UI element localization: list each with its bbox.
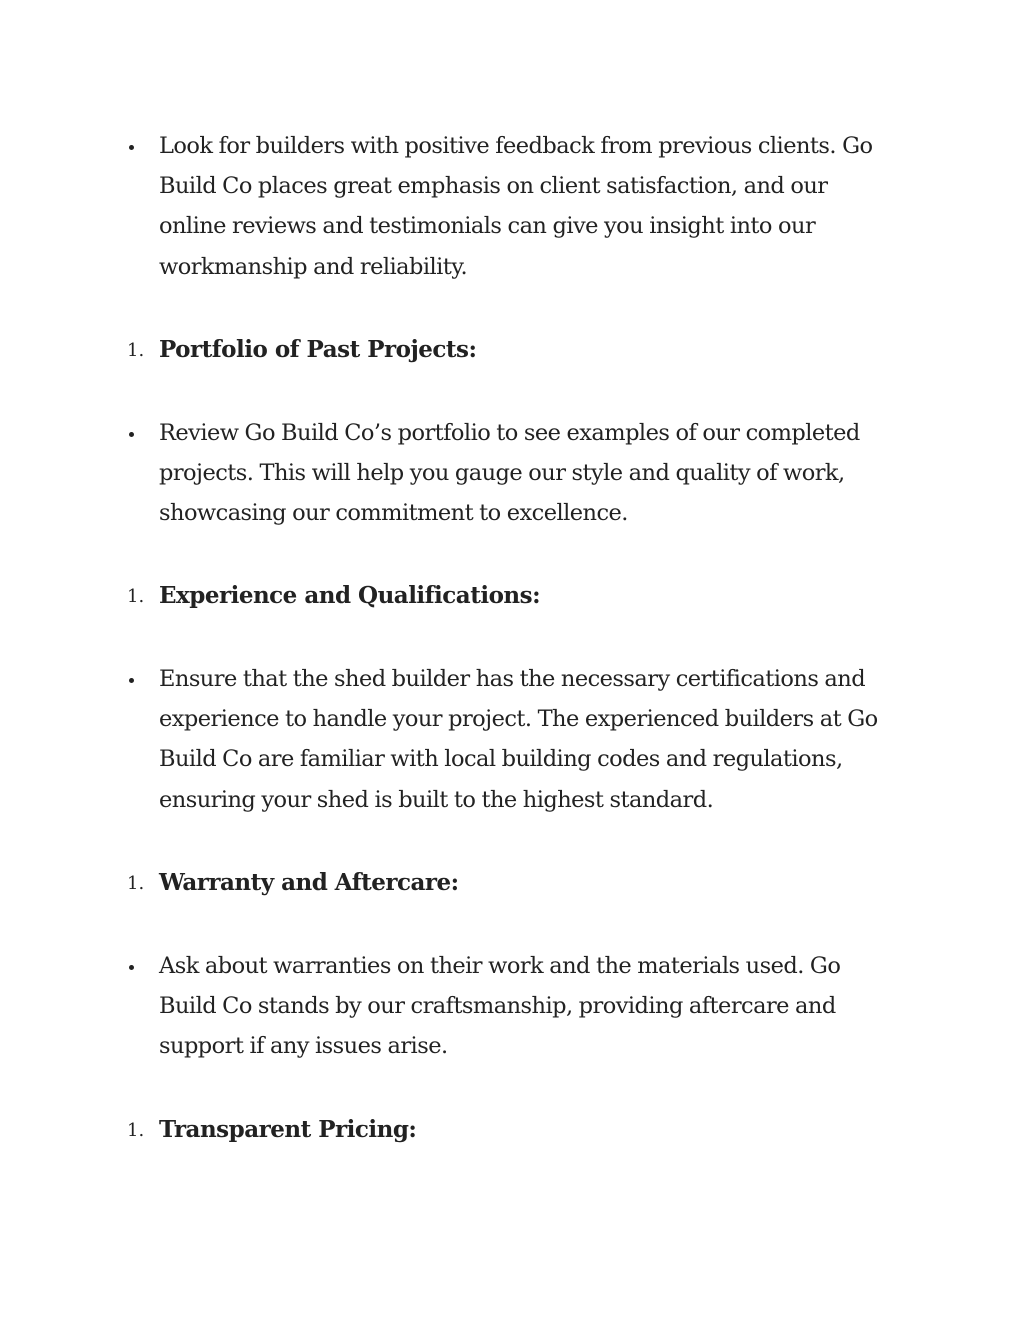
list-number: 1. (127, 586, 145, 607)
bullet-text: Review Go Build Co’s portfolio to see examples of our completed projects. This will help you gauge our style and quality of work, showcasing our commitment to excellence. (159, 420, 860, 527)
section-heading: Portfolio of Past Projects: (159, 336, 477, 363)
section-heading: Warranty and Aftercare: (159, 869, 459, 896)
list-number: 1. (127, 340, 145, 361)
bullet-text: Ensure that the shed builder has the necessary certifications and experience to handle your project. The experienced builders at Go Build Co are familiar with local building codes and regulations, ensuring your shed is built to the highest standard. (159, 666, 878, 813)
bullet-marker (129, 678, 134, 683)
bullet-marker (129, 145, 134, 150)
bullet-marker (129, 432, 134, 437)
section-heading: Experience and Qualifications: (159, 582, 541, 609)
bullet-marker (129, 965, 134, 970)
section-heading: Transparent Pricing: (159, 1116, 417, 1143)
bullet-text: Look for builders with positive feedback from previous clients. Go Build Co places great emphasis on client satisfaction, and our online reviews and testimonials can give you insight into our workmanship and reliability. (159, 133, 873, 280)
list-number: 1. (127, 873, 145, 894)
list-number: 1. (127, 1120, 145, 1141)
bullet-text: Ask about warranties on their work and the materials used. Go Build Co stands by our craftsmanship, providing aftercare and support if any issues arise. (159, 953, 841, 1060)
